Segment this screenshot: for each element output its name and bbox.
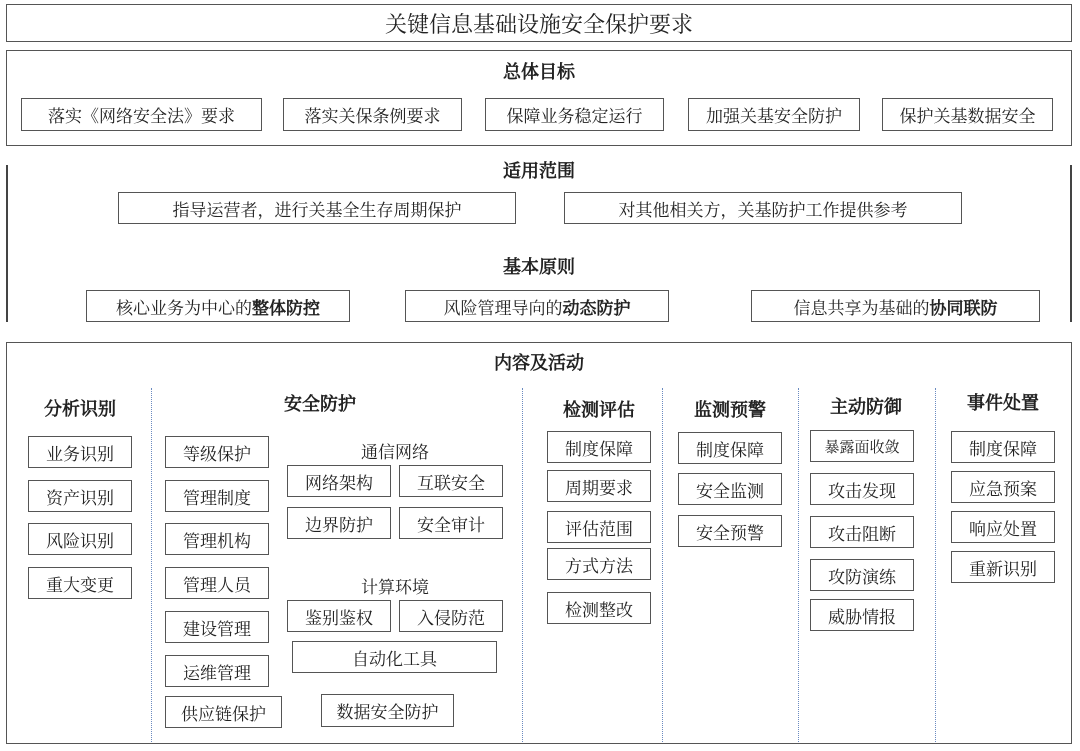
incident-item: 制度保障 — [951, 431, 1055, 463]
network-item: 安全审计 — [399, 507, 503, 539]
defense-item: 攻防演练 — [810, 559, 914, 591]
defense-item: 暴露面收敛 — [810, 430, 914, 462]
assessment-heading: 检测评估 — [563, 400, 635, 421]
protection-item: 运维管理 — [165, 655, 269, 687]
column-separator — [522, 388, 523, 742]
column-separator — [935, 388, 936, 742]
analysis-heading: 分析识别 — [44, 399, 116, 420]
compute-item: 入侵防范 — [399, 600, 503, 632]
assessment-item: 制度保障 — [547, 431, 651, 463]
analysis-item: 业务识别 — [28, 436, 132, 468]
principle-keyword: 动态防护 — [562, 298, 631, 319]
protection-item: 供应链保护 — [165, 696, 282, 728]
protection-heading: 安全防护 — [284, 394, 356, 415]
scope-heading: 适用范围 — [503, 161, 575, 182]
goals-heading: 总体目标 — [503, 62, 575, 83]
incident-heading: 事件处置 — [967, 393, 1039, 414]
defense-heading: 主动防御 — [830, 397, 902, 418]
scope-item: 对其他相关方，关基防护工作提供参考 — [564, 192, 962, 224]
goal-item: 落实关保条例要求 — [283, 98, 462, 131]
protection-item: 管理人员 — [165, 567, 269, 599]
assessment-item: 检测整改 — [547, 592, 651, 624]
protection-item: 管理机构 — [165, 523, 269, 555]
incident-item: 响应处置 — [951, 511, 1055, 543]
assessment-item: 方式方法 — [547, 548, 651, 580]
assessment-item: 周期要求 — [547, 470, 651, 502]
assessment-item: 评估范围 — [547, 511, 651, 543]
network-item: 互联安全 — [399, 465, 503, 497]
analysis-item: 重大变更 — [28, 567, 132, 599]
column-separator — [151, 388, 152, 742]
goal-item: 保障业务稳定运行 — [485, 98, 664, 131]
principle-keyword: 协同联防 — [929, 298, 998, 319]
principle-prefix: 风险管理导向的 — [443, 298, 563, 319]
principle-prefix: 核心业务为中心的 — [116, 298, 252, 319]
principle-prefix: 信息共享为基础的 — [793, 298, 930, 319]
network-item: 边界防护 — [287, 507, 391, 539]
principles-heading: 基本原则 — [503, 257, 575, 278]
network-label: 通信网络 — [361, 443, 429, 463]
monitoring-item: 安全预警 — [678, 515, 782, 547]
compute-item: 鉴别鉴权 — [287, 600, 391, 632]
principle-item — [751, 290, 1040, 322]
defense-item: 威胁情报 — [810, 599, 914, 631]
defense-item: 攻击阻断 — [810, 516, 914, 548]
scope-item: 指导运营者，进行关基全生存周期保护 — [118, 192, 516, 224]
principle-item — [86, 290, 350, 322]
right-side-line — [1070, 165, 1072, 322]
network-item: 网络架构 — [287, 465, 391, 497]
incident-item: 重新识别 — [951, 551, 1055, 583]
principle-item — [405, 290, 669, 322]
goal-item: 落实《网络安全法》要求 — [21, 98, 262, 131]
monitoring-heading: 监测预警 — [694, 400, 766, 421]
protection-item: 管理制度 — [165, 480, 269, 512]
monitoring-item: 安全监测 — [678, 473, 782, 505]
goal-item: 加强关基安全防护 — [688, 98, 860, 131]
data-security-protection: 数据安全防护 — [321, 694, 454, 727]
column-separator — [662, 388, 663, 742]
incident-item: 应急预案 — [951, 471, 1055, 503]
defense-item: 攻击发现 — [810, 473, 914, 505]
page-title: 关键信息基础设施安全保护要求 — [6, 4, 1072, 42]
monitoring-item: 制度保障 — [678, 432, 782, 464]
compute-label: 计算环境 — [361, 578, 429, 598]
protection-item: 建设管理 — [165, 611, 269, 643]
content-heading: 内容及活动 — [494, 353, 584, 374]
protection-item: 等级保护 — [165, 436, 269, 468]
analysis-item: 风险识别 — [28, 523, 132, 555]
automation-tools: 自动化工具 — [292, 641, 497, 673]
goal-item: 保护关基数据安全 — [882, 98, 1053, 131]
analysis-item: 资产识别 — [28, 480, 132, 512]
principle-keyword: 整体防控 — [252, 298, 320, 319]
column-separator — [798, 388, 799, 742]
left-side-line — [6, 165, 8, 322]
